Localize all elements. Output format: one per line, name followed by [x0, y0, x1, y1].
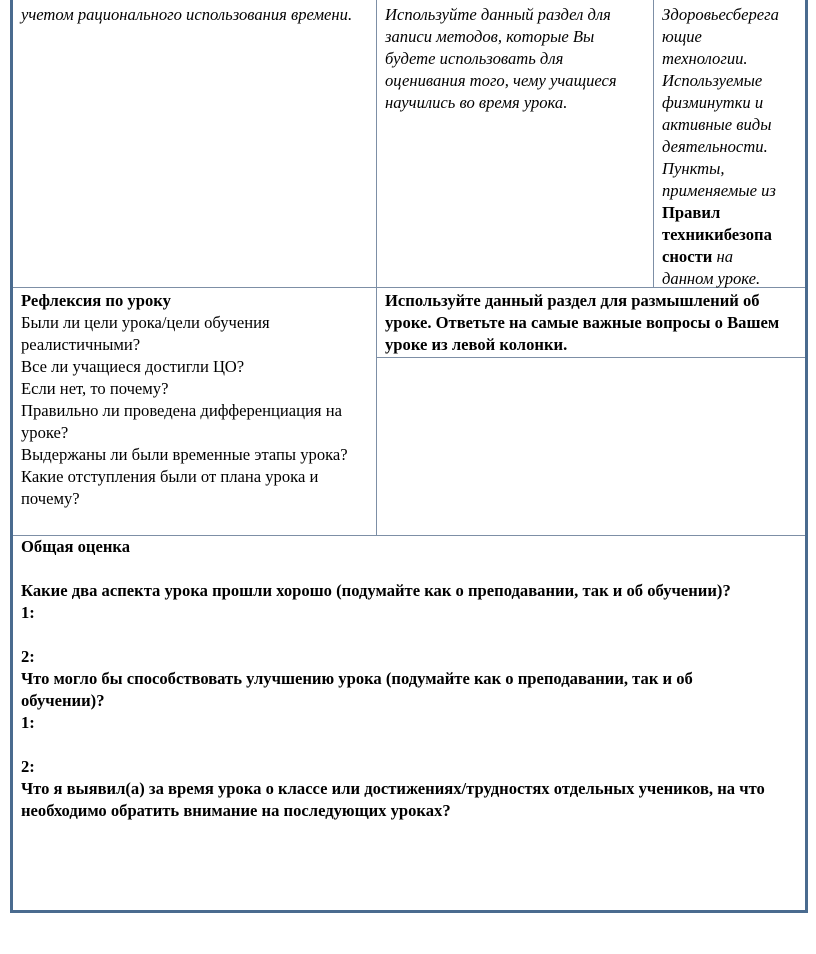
- health-final: данном уроке.: [662, 269, 761, 288]
- reflection-question: Выдержаны ли были временные этапы урока?: [21, 445, 348, 464]
- safety-rules-line: [662, 246, 799, 268]
- health-line: деятельности.: [662, 137, 768, 156]
- assessment-instruction: Используйте данный раздел для записи методов, которые Вы будете использовать для оценивания того, чему учащиеся научились во время урока.: [385, 5, 617, 112]
- reflection-question: Если нет, то почему?: [21, 379, 169, 398]
- reflection-title: Рефлексия по уроку: [21, 291, 171, 310]
- assessment-cell: [377, 0, 653, 288]
- health-line: активные виды: [662, 115, 772, 134]
- health-line: Используемые: [662, 71, 763, 90]
- overall-question-3: Что я выявил(а) за время урока о классе или достижениях/трудностях отдельных учеников, на что необходимо обратить внимание на последующих уроках?: [21, 779, 765, 820]
- overall-question-2: Что могло бы способствовать улучшению урока (подумайте как о преподавании, так и об обучении)?: [21, 669, 693, 710]
- reflection-answer-cell: [377, 358, 805, 536]
- safety-rules-line: Правил: [662, 203, 721, 222]
- lesson-plan-table: [10, 0, 808, 913]
- overall-assessment-cell: [13, 536, 805, 910]
- overall-question-1: Какие два аспекта урока прошли хорошо (подумайте как о преподавании, так и об обучении)?: [21, 581, 731, 600]
- answer-label: 1:: [21, 713, 35, 732]
- reflection-cell: [13, 288, 376, 536]
- health-line: Пункты,: [662, 159, 725, 178]
- reflection-question: Были ли цели урока/цели обучения реалистичными?: [21, 313, 270, 354]
- reflection-question: Правильно ли проведена дифференциация на уроке?: [21, 401, 342, 442]
- overall-title: Общая оценка: [21, 537, 131, 556]
- health-tail: на: [712, 247, 733, 266]
- safety-rules-word: сности: [662, 247, 713, 266]
- reflection-question: Какие отступления были от плана урока и почему?: [21, 467, 319, 508]
- health-line: ющие: [662, 27, 702, 46]
- health-line: Здоровьесберега: [662, 5, 779, 24]
- answer-label: 2:: [21, 757, 35, 776]
- reflection-question: Все ли учащиеся достигли ЦО?: [21, 357, 245, 376]
- health-text-italic: [662, 4, 799, 202]
- reflection-instruction-cell: [377, 288, 805, 358]
- reflection-instruction: Используйте данный раздел для размышлений об уроке. Ответьте на самые важные вопросы о Вашем уроке из левой колонки.: [385, 291, 780, 354]
- answer-label: 2:: [21, 647, 35, 666]
- health-cell: [654, 0, 805, 288]
- health-line: физминутки и: [662, 93, 764, 112]
- health-line: применяемые из: [662, 181, 776, 200]
- answer-label: 1:: [21, 603, 35, 622]
- time-usage-cell: [13, 0, 376, 288]
- safety-rules-line: техникибезопа: [662, 225, 772, 244]
- health-line: технологии.: [662, 49, 748, 68]
- time-usage-text: учетом рационального использования времени.: [21, 5, 353, 24]
